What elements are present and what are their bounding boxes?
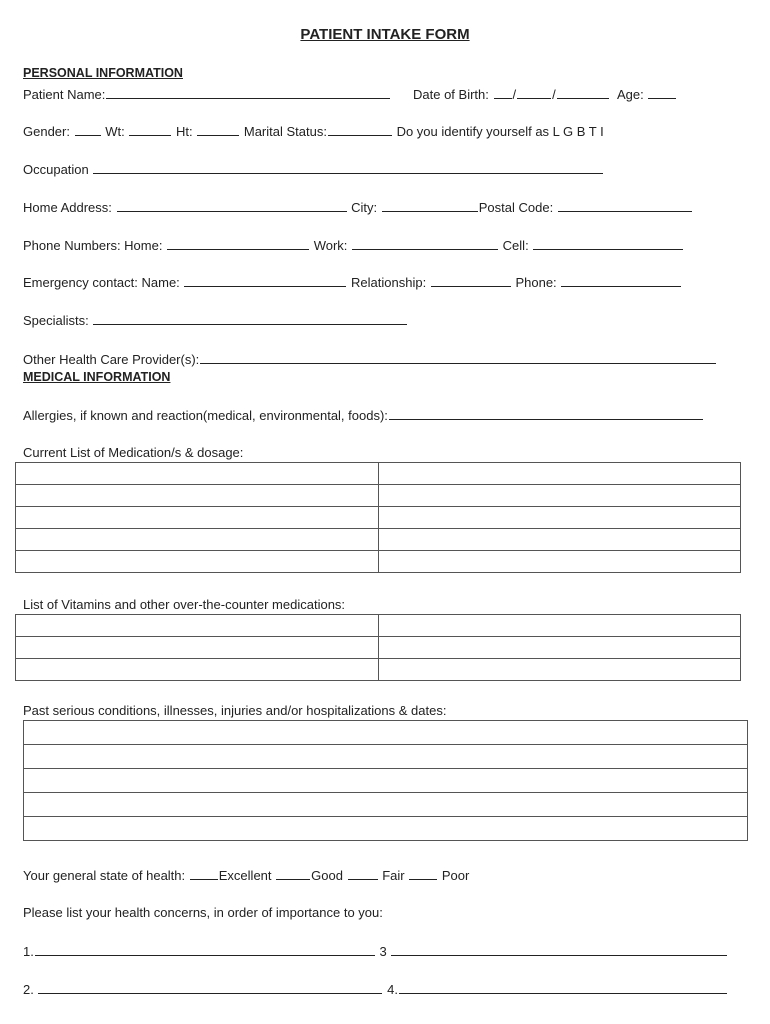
table-cell[interactable] (16, 463, 379, 485)
relationship-label: Relationship: (351, 275, 427, 290)
table-cell[interactable] (16, 485, 379, 507)
address-row (23, 199, 693, 215)
table-cell[interactable] (24, 745, 748, 769)
excellent-field[interactable] (190, 867, 218, 880)
specialists-row (23, 312, 408, 328)
concern-row-2 (23, 981, 728, 997)
marital-status-field[interactable] (328, 123, 392, 136)
table-cell[interactable] (378, 659, 741, 681)
allergies-row (23, 407, 704, 423)
postal-code-field[interactable] (558, 199, 692, 212)
age-field[interactable] (648, 86, 676, 99)
city-field[interactable] (382, 199, 478, 212)
age-label: Age: (616, 87, 644, 102)
medications-label: Current List of Medication/s & dosage: (23, 445, 244, 460)
dob-year-field[interactable] (557, 86, 609, 99)
table-cell[interactable] (378, 485, 741, 507)
table-row (16, 507, 741, 529)
city-label: City: (351, 200, 378, 215)
table-cell[interactable] (16, 637, 379, 659)
health-concerns-label: Please list your health concerns, in order of importance to you: (23, 905, 383, 920)
concern-4-field[interactable] (399, 981, 727, 994)
dob-row (413, 86, 677, 102)
other-providers-row (23, 351, 717, 367)
occupation-field[interactable] (93, 161, 603, 174)
other-providers-label: Other Health Care Provider(s): (23, 352, 200, 367)
gender-field[interactable] (75, 123, 101, 136)
excellent-option: Excellent (218, 868, 272, 883)
emergency-phone-field[interactable] (561, 274, 681, 287)
other-providers-field[interactable] (200, 351, 716, 364)
concern-2-label: 2. (23, 982, 34, 997)
work-phone-label: Work: (313, 238, 348, 253)
emergency-name-label: Emergency contact: Name: (23, 275, 180, 290)
table-row (24, 793, 748, 817)
emergency-contact-row (23, 274, 682, 290)
home-address-label: Home Address: (23, 200, 112, 215)
concern-row-1 (23, 943, 728, 959)
dob-separator: / (552, 87, 556, 102)
table-row (16, 615, 741, 637)
table-cell[interactable] (378, 637, 741, 659)
occupation-label: Occupation (23, 162, 89, 177)
form-title: PATIENT INTAKE FORM (300, 26, 470, 43)
table-row (24, 769, 748, 793)
home-address-field[interactable] (117, 199, 347, 212)
gender-label: Gender: (23, 124, 70, 139)
height-label: Ht: (175, 124, 193, 139)
height-field[interactable] (197, 123, 239, 136)
specialists-field[interactable] (93, 312, 407, 325)
vitamins-table (15, 614, 741, 681)
general-health-label: Your general state of health: (23, 868, 186, 883)
poor-option: Poor (441, 868, 470, 883)
weight-field[interactable] (129, 123, 171, 136)
table-row (16, 659, 741, 681)
past-conditions-label: Past serious conditions, illnesses, injuries and/or hospitalizations & dates: (23, 703, 447, 718)
work-phone-field[interactable] (352, 237, 498, 250)
weight-label: Wt: (105, 124, 125, 139)
dob-separator: / (512, 87, 517, 102)
table-cell[interactable] (16, 507, 379, 529)
table-cell[interactable] (378, 463, 741, 485)
lgbti-question: Do you identify yourself as L G B T I (396, 124, 604, 139)
table-cell[interactable] (24, 793, 748, 817)
table-cell[interactable] (24, 721, 748, 745)
allergies-field[interactable] (389, 407, 703, 420)
concern-1-field[interactable] (35, 943, 375, 956)
personal-info-heading: PERSONAL INFORMATION (23, 66, 183, 80)
past-conditions-table (23, 720, 748, 841)
good-option: Good (311, 868, 343, 883)
fair-option: Fair (382, 868, 405, 883)
occupation-row (23, 161, 604, 177)
table-cell[interactable] (378, 551, 741, 573)
allergies-label: Allergies, if known and reaction(medical, environmental, foods): (23, 408, 388, 423)
dob-day-field[interactable] (517, 86, 551, 99)
phone-row (23, 237, 684, 253)
table-row (16, 637, 741, 659)
concern-3-label: 3 (379, 944, 387, 959)
vitals-row (23, 123, 604, 139)
emergency-name-field[interactable] (184, 274, 346, 287)
good-field[interactable] (276, 867, 310, 880)
medications-table (15, 462, 741, 573)
table-cell[interactable] (24, 817, 748, 841)
medical-info-heading: MEDICAL INFORMATION (23, 370, 171, 384)
table-cell[interactable] (378, 507, 741, 529)
cell-phone-field[interactable] (533, 237, 683, 250)
vitamins-label: List of Vitamins and other over-the-counter medications: (23, 597, 346, 612)
cell-phone-label: Cell: (502, 238, 529, 253)
relationship-field[interactable] (431, 274, 511, 287)
dob-label: Date of Birth: (413, 87, 489, 102)
emergency-phone-label: Phone: (515, 275, 557, 290)
concern-2-field[interactable] (38, 981, 382, 994)
postal-code-label: Postal Code: (478, 200, 554, 215)
dob-month-field[interactable] (494, 86, 512, 99)
table-row (24, 817, 748, 841)
table-row (24, 721, 748, 745)
concern-4-label: 4. (387, 982, 398, 997)
concern-3-field[interactable] (391, 943, 727, 956)
table-cell[interactable] (16, 615, 379, 637)
patient-name-label: Patient Name: (23, 87, 106, 102)
table-cell[interactable] (16, 551, 379, 573)
table-row (16, 485, 741, 507)
table-cell[interactable] (378, 615, 741, 637)
home-phone-field[interactable] (167, 237, 309, 250)
table-row (16, 529, 741, 551)
specialists-label: Specialists: (23, 313, 89, 328)
table-row (16, 463, 741, 485)
table-row (24, 745, 748, 769)
marital-status-label: Marital Status: (243, 124, 327, 139)
table-cell[interactable] (378, 529, 741, 551)
patient-name-row (23, 86, 391, 102)
table-cell[interactable] (16, 659, 379, 681)
concern-1-label: 1. (23, 944, 34, 959)
poor-field[interactable] (409, 867, 437, 880)
fair-field[interactable] (348, 867, 378, 880)
table-cell[interactable] (24, 769, 748, 793)
patient-name-field[interactable] (106, 86, 390, 99)
home-phone-label: Phone Numbers: Home: (23, 238, 163, 253)
table-row (16, 551, 741, 573)
table-cell[interactable] (16, 529, 379, 551)
general-health-row (23, 867, 469, 883)
